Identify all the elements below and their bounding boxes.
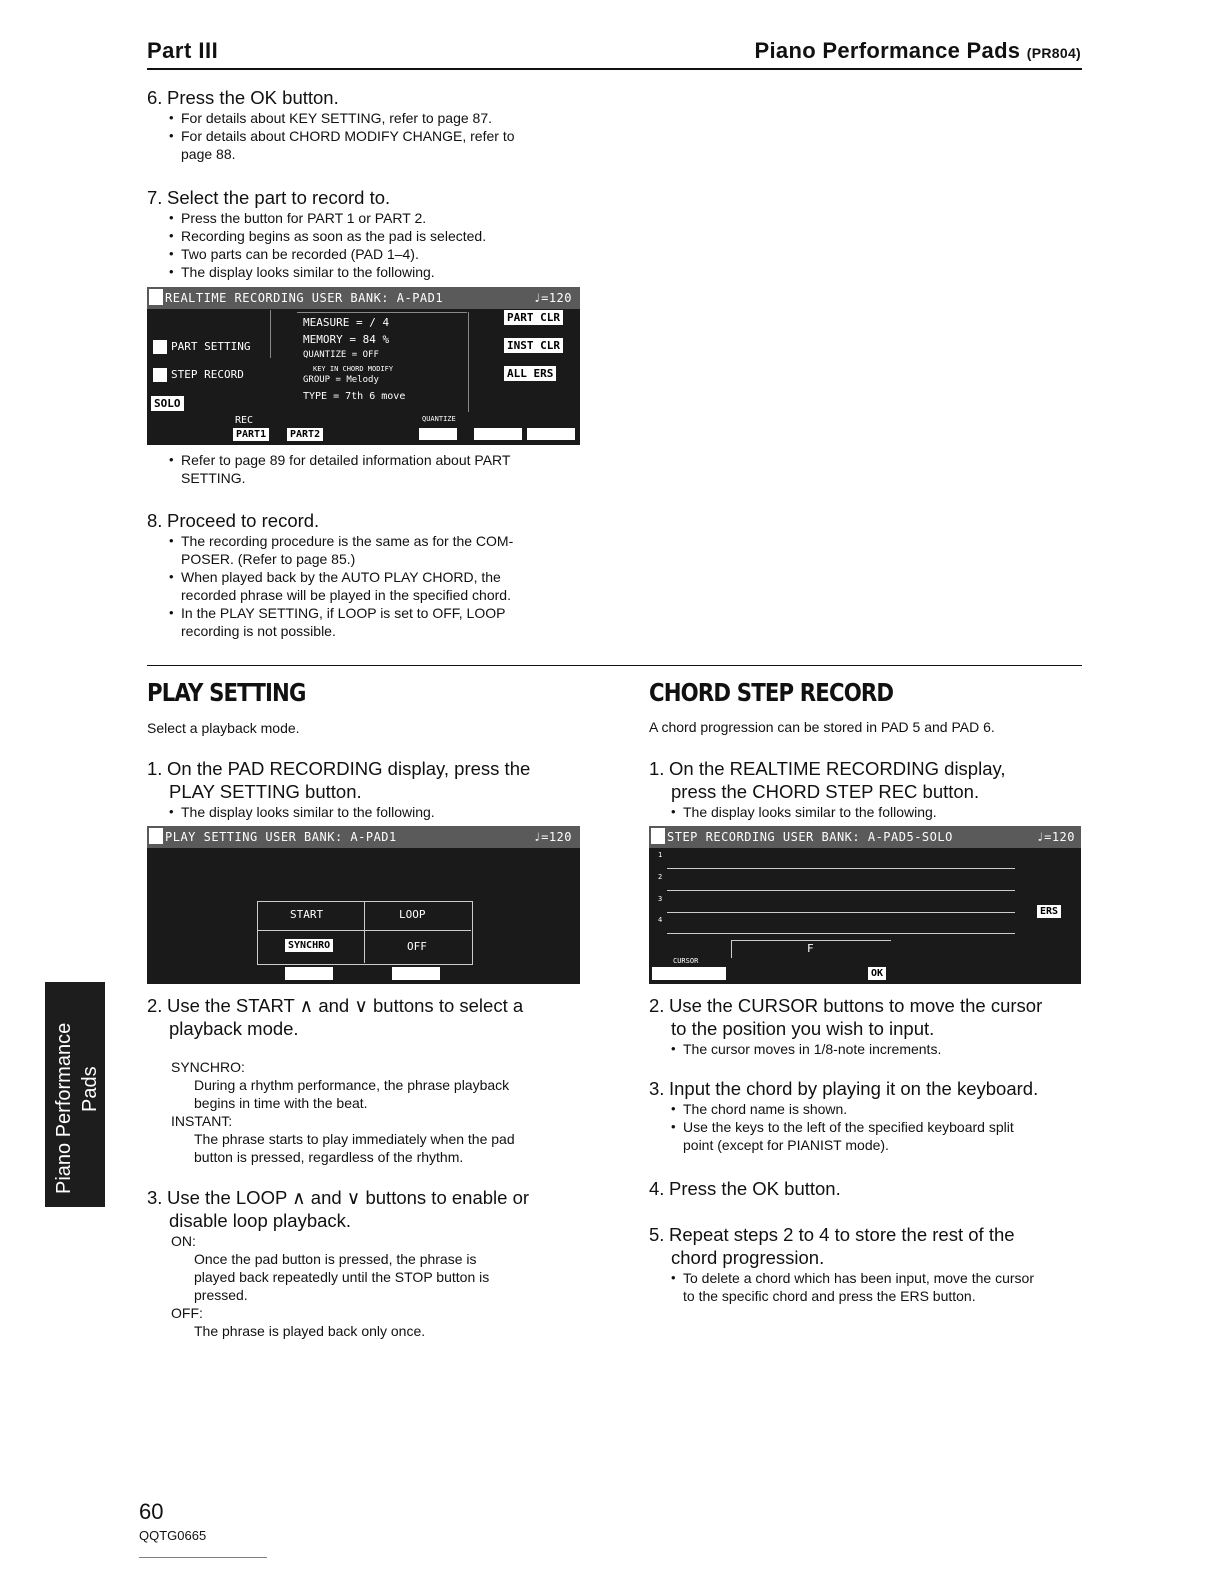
bullet: • The display looks similar to the following. (671, 803, 1084, 821)
group-value: GROUP = Melody (303, 375, 379, 385)
measure-line (667, 868, 1015, 869)
bullet: • The recording procedure is the same as for the COM- (169, 532, 587, 550)
type-value: TYPE = 7th 6 move (303, 391, 406, 402)
step-num: 4. (649, 1178, 665, 1199)
step-record-icon (153, 368, 167, 382)
step-num: 2. (649, 995, 665, 1016)
start-label: START (290, 908, 324, 921)
bullet-continued: recorded phrase will be played in the specified chord. (181, 587, 511, 603)
chord-box (731, 940, 891, 941)
mode-icon (149, 289, 163, 305)
row-label: 3 (658, 895, 663, 903)
start-stepper[interactable] (285, 967, 333, 980)
step-text-cont: press the CHORD STEP REC button. (671, 781, 980, 802)
desc-line: The phrase is played back only once. (194, 1323, 426, 1339)
part-label: Part III (147, 38, 219, 63)
step-num: 1. (649, 758, 665, 779)
loop-stepper[interactable] (392, 967, 440, 980)
step-text: On the PAD RECORDING display, press the (167, 758, 531, 779)
chord-step-3 (649, 1077, 1084, 1154)
bullet-continued: SETTING. (181, 470, 246, 486)
display-title: STEP RECORDING USER BANK: A-PAD5-SOLO (667, 830, 953, 844)
step-text: Repeat steps 2 to 4 to store the rest of the (669, 1224, 1015, 1245)
chord-step-intro: A chord progression can be stored in PAD 5 and PAD 6. (649, 719, 995, 735)
step-num: 1. (147, 758, 163, 779)
step-text: Input the chord by playing it on the keyboard. (669, 1078, 1039, 1099)
page-number: 60 (139, 1499, 164, 1524)
header-rule (147, 68, 1082, 70)
bullet: • The display looks similar to the following. (169, 803, 587, 821)
display-title-bar (147, 826, 580, 848)
synchro-heading: SYNCHRO: (171, 1059, 245, 1075)
page-header-title (755, 38, 1081, 64)
synchro-desc (171, 1058, 591, 1166)
bullet: • Two parts can be recorded (PAD 1–4). (169, 245, 587, 263)
chord-box-edge (731, 940, 732, 958)
part-setting-label: PART SETTING (171, 340, 251, 353)
section-rule (147, 665, 1082, 666)
realtime-recording-display (147, 287, 580, 445)
step-num: 6. (147, 87, 163, 108)
loop-label: LOOP (399, 908, 426, 921)
step-num: 2. (147, 995, 163, 1016)
part-clr-button[interactable]: PART CLR (504, 310, 563, 325)
step-text: Select the part to record to. (167, 187, 391, 208)
all-ers-button[interactable]: ALL ERS (504, 366, 556, 381)
type-stepper[interactable] (527, 428, 575, 440)
bullet-continued: point (except for PIANIST mode). (683, 1137, 889, 1153)
key-in-chord-label: KEY IN CHORD MODIFY (313, 365, 394, 373)
mode-icon (149, 828, 163, 844)
measure-line (667, 933, 1015, 934)
step-record-button[interactable] (153, 368, 244, 382)
off-value: OFF (407, 940, 427, 953)
part-setting-icon (153, 340, 167, 354)
step-text: Use the START ∧ and ∨ buttons to select a (167, 995, 524, 1016)
divider (257, 930, 471, 931)
ers-button[interactable]: ERS (1037, 905, 1061, 918)
bullet: • In the PLAY SETTING, if LOOP is set to OFF, LOOP (169, 604, 587, 622)
synchro-value: SYNCHRO (285, 939, 333, 952)
display-title-bar (649, 826, 1081, 848)
mode-icon (651, 828, 665, 844)
bullet: • Refer to page 89 for detailed information about PART (169, 451, 587, 469)
loop-desc (171, 1232, 591, 1340)
display-title: PLAY SETTING USER BANK: A-PAD1 (165, 830, 397, 844)
bullet-continued: page 88. (181, 146, 236, 162)
chord-step-1 (649, 757, 1084, 821)
instant-heading: INSTANT: (171, 1113, 233, 1129)
step-num: 5. (649, 1224, 665, 1245)
after-display-note (147, 451, 587, 487)
chord-step-2 (649, 994, 1084, 1058)
desc-line: button is pressed, regardless of the rhythm. (194, 1149, 464, 1165)
divider (270, 310, 271, 358)
desc-line: pressed. (194, 1287, 248, 1303)
header-model: (PR804) (1026, 45, 1081, 61)
group-stepper[interactable] (474, 428, 522, 440)
divider (297, 312, 467, 313)
document-code: QQTG0665 (139, 1528, 207, 1543)
bullet: • When played back by the AUTO PLAY CHORD, the (169, 568, 587, 586)
rec-label: REC (235, 415, 254, 426)
step-text: Proceed to record. (167, 510, 320, 531)
bullet: • Recording begins as soon as the pad is selected. (169, 227, 587, 245)
play-step-1 (147, 757, 587, 821)
bullet: • The cursor moves in 1/8-note increments. (671, 1040, 1084, 1058)
quantize-value: QUANTIZE = OFF (303, 350, 379, 360)
cursor-label: CURSOR (673, 957, 699, 965)
step-8 (147, 509, 587, 640)
memory-value: MEMORY = 84 % (303, 333, 390, 346)
step-6-bullets (147, 109, 587, 163)
step-7-bullets (147, 209, 587, 281)
footer-line (139, 1557, 267, 1558)
header-title-text: Piano Performance Pads (754, 38, 1021, 63)
step-6-heading (147, 86, 587, 109)
desc-line: During a rhythm performance, the phrase playback (194, 1077, 510, 1093)
part2-button[interactable]: PART2 (287, 428, 323, 441)
bullet: • The chord name is shown. (671, 1100, 1084, 1118)
step-8-heading (147, 509, 587, 532)
step-num: 3. (649, 1078, 665, 1099)
step-recording-display (649, 826, 1081, 984)
bullet: • To delete a chord which has been input, move the cursor (671, 1269, 1084, 1287)
step-7-heading (147, 186, 587, 209)
bullet-continued: to the specific chord and press the ERS button. (683, 1288, 976, 1304)
divider (468, 312, 469, 412)
step-8-bullets (147, 532, 587, 640)
bullet: • For details about CHORD MODIFY CHANGE, refer to (169, 127, 587, 145)
step-text-cont: to the position you wish to input. (671, 1018, 935, 1039)
step-text: On the REALTIME RECORDING display, (669, 758, 1006, 779)
part-setting-button[interactable] (153, 340, 250, 354)
desc-line: played back repeatedly until the STOP button is (194, 1269, 490, 1285)
side-tab-line1: Piano Performance (53, 1022, 75, 1194)
tempo-readout: ♩=120 (1036, 830, 1075, 844)
tempo-readout: ♩=120 (533, 291, 572, 305)
row-label: 2 (658, 873, 663, 881)
section-side-tab (45, 982, 105, 1207)
chord-step-4 (649, 1177, 1084, 1200)
play-setting-display (147, 826, 580, 984)
measure-value: MEASURE = / 4 (303, 316, 390, 329)
solo-button[interactable]: SOLO (151, 396, 184, 411)
desc-line: The phrase starts to play immediately when the pad (194, 1131, 515, 1147)
chord-name: F (807, 942, 814, 955)
step-text: Use the LOOP ∧ and ∨ buttons to enable or (167, 1187, 530, 1208)
step-record-label: STEP RECORD (171, 368, 244, 381)
row-label: 1 (658, 851, 663, 859)
tempo-readout: ♩=120 (533, 830, 572, 844)
side-tab-line2: Pads (79, 1066, 101, 1112)
step-text: Press the OK button. (167, 87, 339, 108)
measure-line (667, 890, 1015, 891)
step-6 (147, 86, 587, 163)
desc-line: begins in time with the beat. (194, 1095, 368, 1111)
play-setting-title: PLAY SETTING (147, 678, 306, 707)
cursor-buttons[interactable] (652, 967, 726, 980)
step-text-cont: PLAY SETTING button. (169, 781, 362, 802)
desc-line: Once the pad button is pressed, the phrase is (194, 1251, 477, 1267)
play-step-3 (147, 1186, 587, 1232)
display-title: REALTIME RECORDING USER BANK: A-PAD1 (165, 291, 444, 305)
row-label: 4 (658, 916, 663, 924)
measure-line (667, 912, 1015, 913)
step-num: 7. (147, 187, 163, 208)
step-text: Press the OK button. (669, 1178, 841, 1199)
step-text-cont: playback mode. (169, 1018, 299, 1039)
quantize-stepper[interactable] (419, 428, 457, 440)
step-text-cont: disable loop playback. (169, 1210, 352, 1231)
bullet-continued: recording is not possible. (181, 623, 336, 639)
chord-step-title: CHORD STEP RECORD (649, 678, 894, 707)
bullet: • For details about KEY SETTING, refer to page 87. (169, 109, 587, 127)
play-step-2 (147, 994, 587, 1040)
quantize-label: QUANTIZE (422, 415, 456, 423)
display-title-bar (147, 287, 580, 309)
bullet: • Press the button for PART 1 or PART 2. (169, 209, 587, 227)
chord-step-5 (649, 1223, 1084, 1305)
on-heading: ON: (171, 1233, 196, 1249)
bullet: • The display looks similar to the following. (169, 263, 587, 281)
step-text-cont: chord progression. (671, 1247, 825, 1268)
step-num: 3. (147, 1187, 163, 1208)
ok-button[interactable]: OK (868, 967, 886, 980)
play-setting-intro: Select a playback mode. (147, 720, 300, 736)
bullet: • Use the keys to the left of the specified keyboard split (671, 1118, 1084, 1136)
step-7 (147, 186, 587, 281)
bullet-continued: POSER. (Refer to page 85.) (181, 551, 356, 567)
step-num: 8. (147, 510, 163, 531)
inst-clr-button[interactable]: INST CLR (504, 338, 563, 353)
step-text: Use the CURSOR buttons to move the cursor (669, 995, 1043, 1016)
divider (364, 901, 365, 963)
off-heading: OFF: (171, 1305, 203, 1321)
part1-button[interactable]: PART1 (233, 428, 269, 441)
